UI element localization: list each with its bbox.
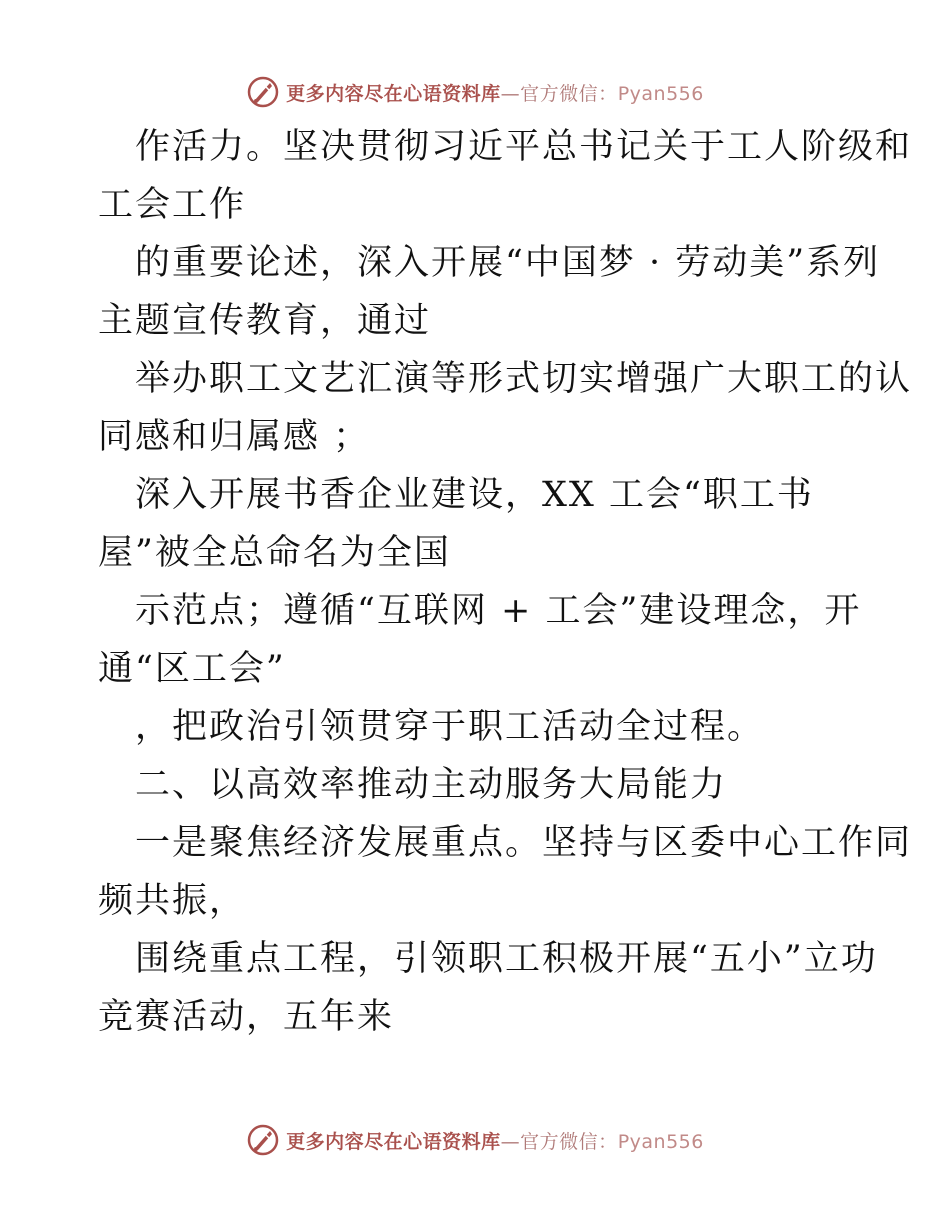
text-line: 屋”被全总命名为全国 [98, 533, 451, 573]
header-watermark [0, 72, 950, 112]
watermark-text: 更多内容尽在心语资料库—官方微信：Pyan556 [286, 82, 704, 105]
quill-pen-logo-icon [246, 75, 280, 109]
text-line: 举办职工文艺汇演等形式切实增强广大职工的认 [135, 359, 913, 399]
text-line: 的重要论述，深入开展“中国梦 · 劳动美”系列 [135, 243, 881, 283]
text-line: 竞赛活动，五年来 [98, 997, 395, 1037]
text-line: 围绕重点工程，引领职工积极开展“五小”立功 [135, 939, 878, 979]
text-line: ，把政治引领贯穿于职工活动全过程。 [135, 707, 765, 747]
text-line: 深入开展书香企业建设，XX 工会“职工书 [135, 475, 814, 515]
text-line: 工会工作 [98, 185, 247, 225]
footer-watermark [0, 1120, 950, 1160]
text-line: 二、以高效率推动主动服务大局能力 [135, 765, 728, 805]
watermark-text: 更多内容尽在心语资料库—官方微信：Pyan556 [286, 1130, 704, 1153]
text-line: 主题宣传教育，通过 [98, 301, 432, 341]
document-body [98, 118, 913, 1046]
text-line: 作活力。坚决贯彻习近平总书记关于工人阶级和 [135, 127, 913, 167]
text-line: 一是聚焦经济发展重点。坚持与区委中心工作同 [135, 823, 913, 863]
text-line: 示范点；遵循“互联网 + 工会”建设理念，开 [135, 591, 862, 631]
text-line: 同感和归属感 ； [98, 417, 371, 457]
text-line: 通“区工会” [98, 649, 286, 689]
text-line: 频共振， [98, 881, 247, 921]
quill-pen-logo-icon [246, 1123, 280, 1157]
